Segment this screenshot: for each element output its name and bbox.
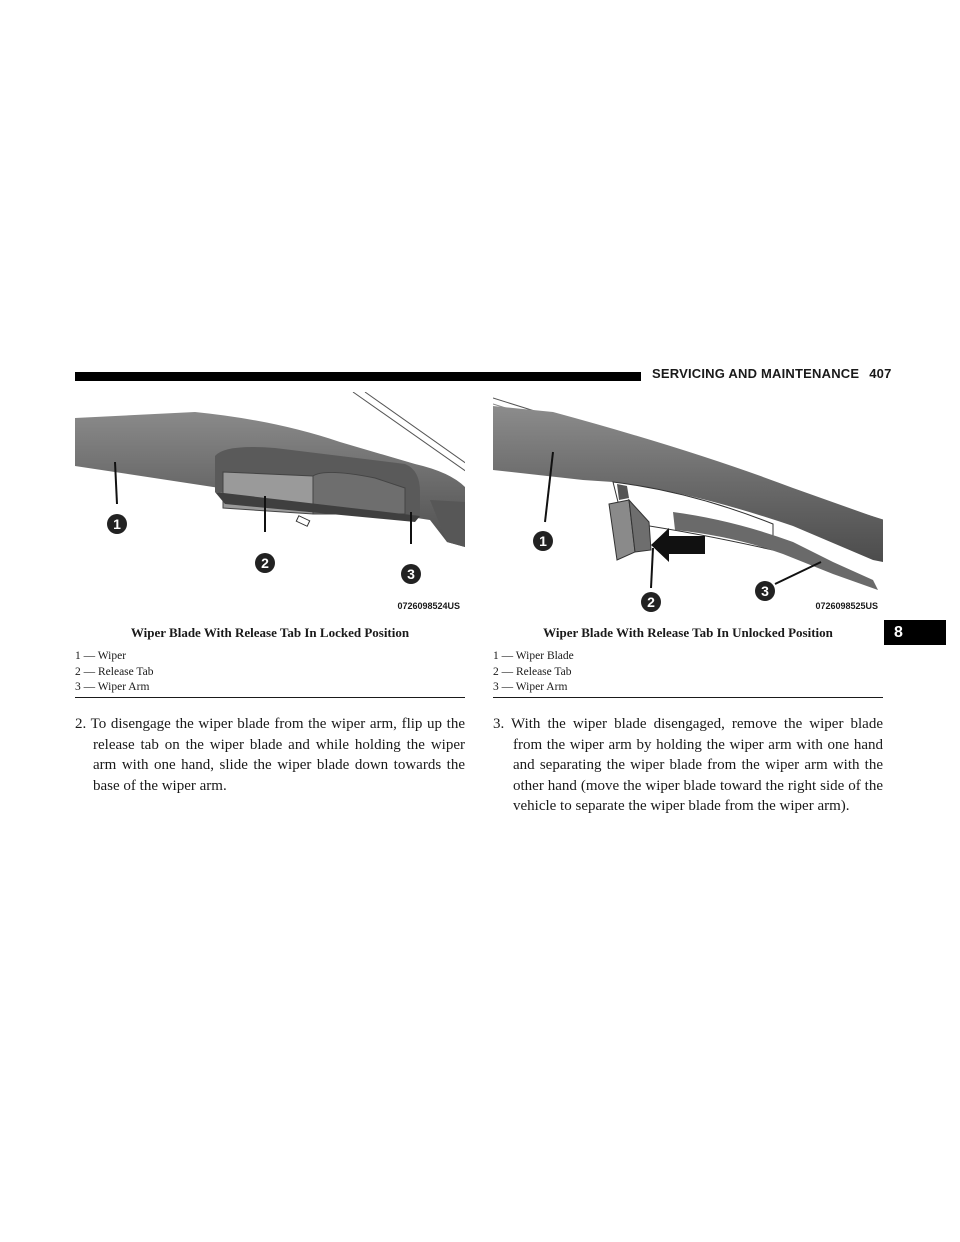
- step-text: 3. With the wiper blade disengaged, remove the wiper blade from the wiper arm by holding the wiper arm with one hand and separating the wiper blade from the wiper arm with the other hand (move the wiper blade toward the right side of the vehicle to separate the wiper blade from the wiper arm).: [493, 716, 883, 814]
- legend-divider: [75, 697, 465, 698]
- callout-1-label: 1: [539, 533, 547, 549]
- callout-1-label: 1: [113, 516, 121, 532]
- running-header: [652, 366, 892, 381]
- legend-item: 1 — Wiper: [75, 650, 127, 662]
- wiper-unlocked-illustration: [493, 392, 883, 614]
- figure-code: 0726098524US: [397, 601, 460, 611]
- figure-legend: [493, 649, 883, 696]
- step-text: 2. To disengage the wiper blade from the wiper arm, flip up the release tab on the wiper blade and while holding the wiper arm with one hand, slide the wiper blade down towards the base of the wiper arm.: [75, 716, 465, 794]
- legend-item: 3 — Wiper Arm: [493, 681, 568, 693]
- page-number: 407: [869, 366, 892, 381]
- step-2: [75, 714, 465, 796]
- legend-divider: [493, 697, 883, 698]
- figure-legend: [75, 649, 465, 696]
- section-title: SERVICING AND MAINTENANCE: [652, 366, 860, 381]
- figure-code: 0726098525US: [815, 601, 878, 611]
- legend-item: 3 — Wiper Arm: [75, 681, 150, 693]
- figure-unlocked-position: [493, 392, 883, 614]
- callout-2-label: 2: [261, 555, 269, 571]
- figure-caption: Wiper Blade With Release Tab In Locked Position: [130, 625, 410, 640]
- figure-locked-position: [75, 392, 465, 614]
- legend-item: 2 — Release Tab: [493, 665, 572, 678]
- chapter-tab: 8: [884, 620, 946, 645]
- wiper-locked-illustration: [75, 392, 465, 614]
- callout-3-label: 3: [761, 583, 769, 599]
- step-3: [493, 714, 883, 817]
- figure-caption: Wiper Blade With Release Tab In Unlocked Position: [543, 625, 833, 640]
- callout-3-label: 3: [407, 566, 415, 582]
- legend-item: 1 — Wiper Blade: [493, 650, 574, 662]
- header-rule: [75, 372, 641, 381]
- callout-2-label: 2: [647, 594, 655, 610]
- legend-item: 2 — Release Tab: [75, 665, 154, 678]
